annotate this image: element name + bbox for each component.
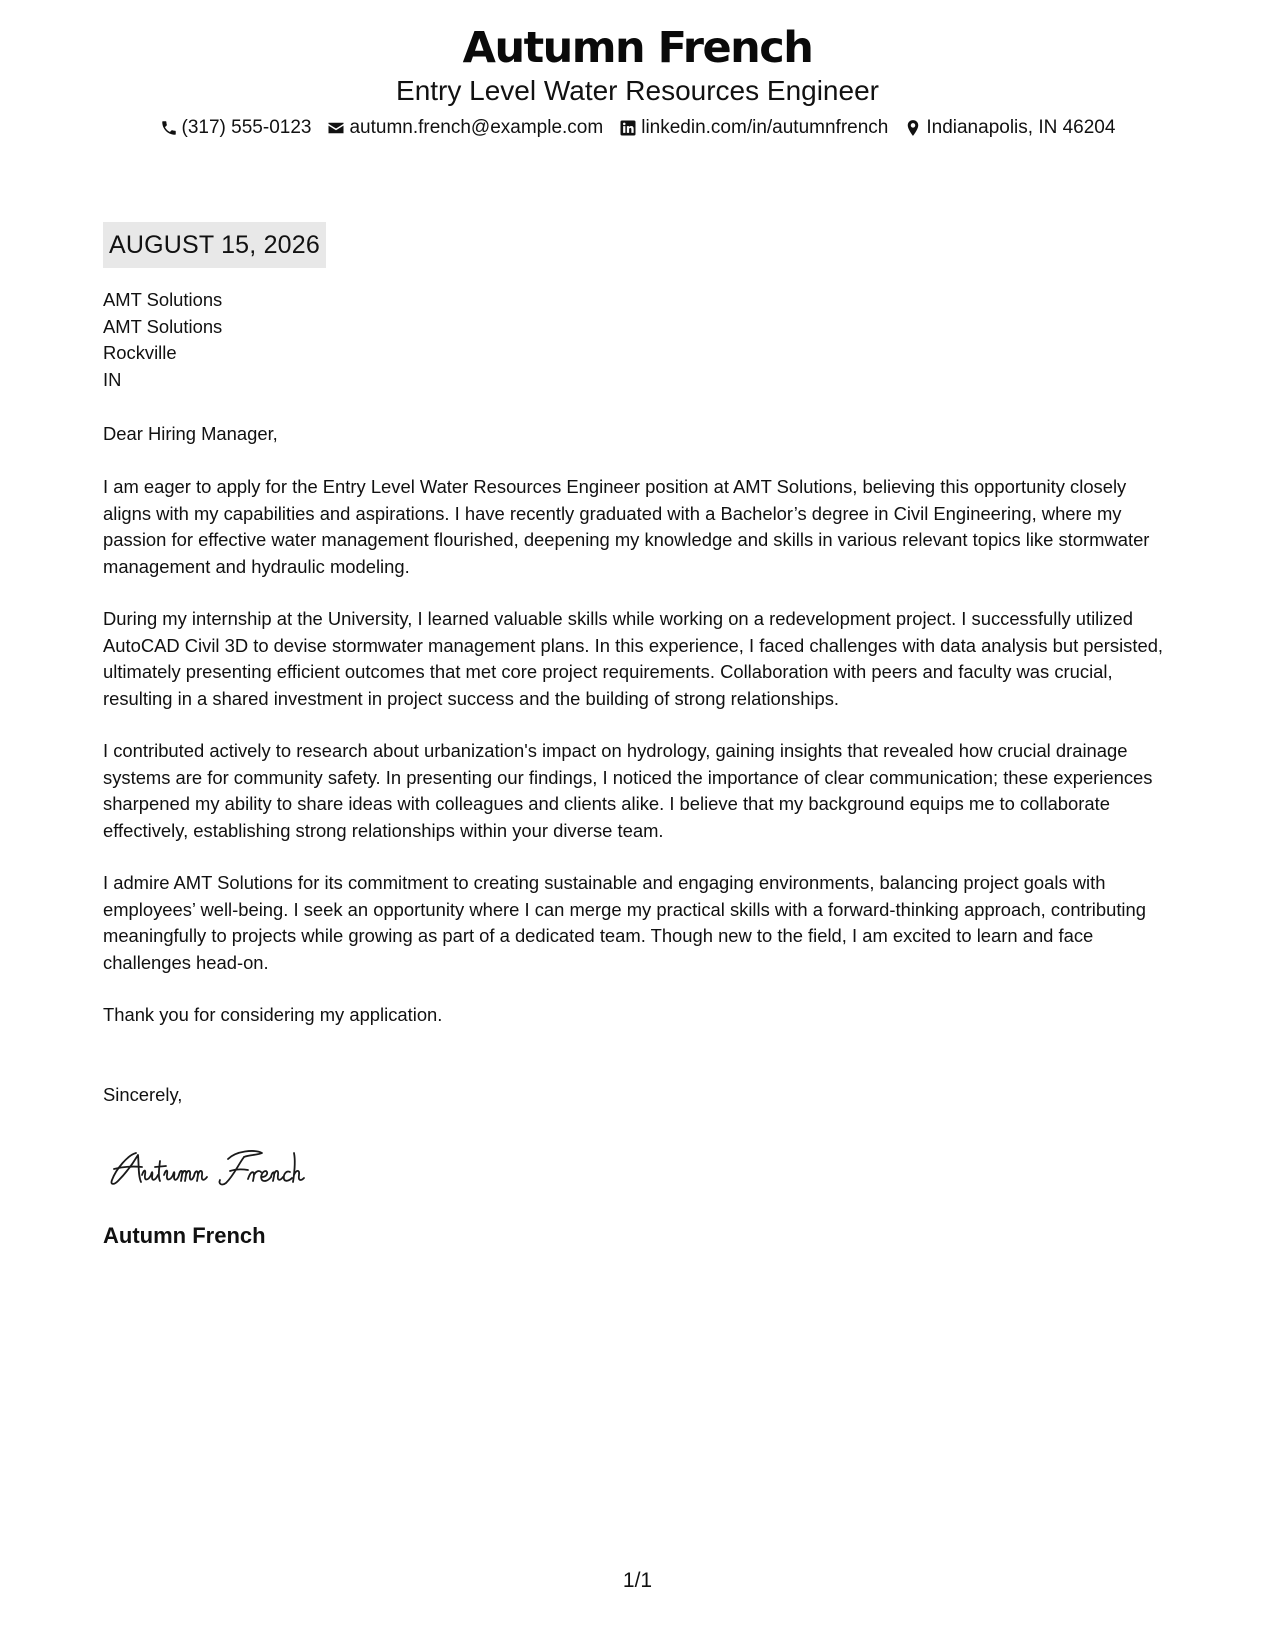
phone-icon <box>160 119 178 137</box>
recipient-address <box>103 287 1178 393</box>
contact-email[interactable] <box>327 116 603 140</box>
page-number: 1/1 <box>622 1569 653 1592</box>
map-pin-icon <box>904 119 922 137</box>
email-text: autumn.french@example.com <box>349 117 604 138</box>
applicant-name: Autumn French <box>462 23 813 73</box>
thank-you-line: Thank you for considering my application. <box>103 1004 443 1025</box>
linkedin-icon <box>619 119 637 137</box>
contact-location <box>904 116 1115 140</box>
body-paragraph: I contributed actively to research about urbanization's impact on hydrology, gaining insights that revealed how crucial drainage systems are for community safety. In presenting our findings, I noticed the importance of clear communication; these experiences sharpened my ability to share ideas with colleagues and clients alike. I believe that my background equips me to collaborate effectively, establishing strong relationships within your diverse team. <box>103 740 1153 841</box>
closing: Sincerely, <box>103 1084 183 1105</box>
recipient-line: AMT Solutions <box>103 289 223 310</box>
letter-header <box>0 22 1275 140</box>
recipient-line: AMT Solutions <box>103 315 223 337</box>
linkedin-text: linkedin.com/in/autumnfrench <box>641 117 889 138</box>
contact-bar <box>0 116 1275 140</box>
envelope-icon <box>327 119 345 137</box>
location-text: Indianapolis, IN 46204 <box>926 117 1116 138</box>
body-paragraph: I admire AMT Solutions for its commitment to creating sustainable and engaging environments, balancing project goals with employees’ well-being. I seek an opportunity where I can merge my practical skills with a forward-thinking approach, contributing meaningfully to projects while growing as part of a dedicated team. Though new to the field, I am excited to learn and face challenges head-on. <box>103 872 1146 973</box>
salutation: Dear Hiring Manager, <box>103 423 278 444</box>
body-paragraph: During my internship at the University, I learned valuable skills while working on a redevelopment project. I successfully utilized AutoCAD Civil 3D to devise stormwater management plans. In this experience, I faced challenges with data analysis but persisted, ultimately presenting efficient outcomes that met core project requirements. Collaboration with peers and faculty was crucial, resulting in a shared investment in project success and the building of strong relationships. <box>103 608 1164 709</box>
recipient-line: IN <box>103 368 122 390</box>
body-paragraph: I am eager to apply for the Entry Level Water Resources Engineer position at AMT Solutions, believing this opportunity closely aligns with my capabilities and aspirations. I have recently graduated with a Bachelor’s degree in Civil Engineering, where my passion for effective water management flourished, deepening my knowledge and skills in various relevant topics like stormwater management and hydraulic modeling. <box>103 476 1150 577</box>
contact-linkedin[interactable] <box>619 116 888 140</box>
signer-name: Autumn French <box>103 1223 266 1248</box>
job-title: Entry Level Water Resources Engineer <box>396 75 879 106</box>
recipient-line: Rockville <box>103 342 177 363</box>
phone-text: (317) 555-0123 <box>181 117 312 138</box>
contact-phone <box>160 116 312 140</box>
handwritten-signature <box>108 1135 368 1195</box>
letter-date: AUGUST 15, 2026 <box>103 222 326 268</box>
